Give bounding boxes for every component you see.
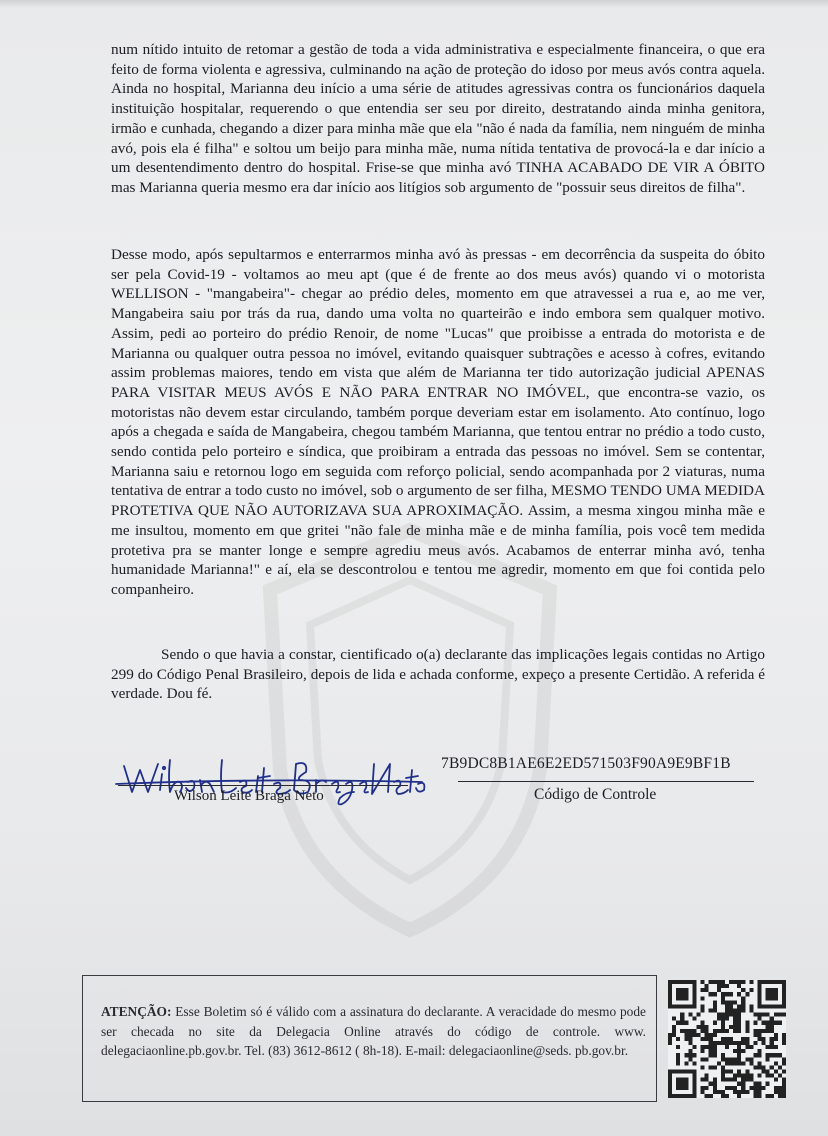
signature-line [118,785,408,786]
paragraph-3: Sendo o que havia a constar, cientificado o(a) declarante das implicações legais contidas no Artigo 299 do Código Penal Brasileiro, depois de lida e achada conforme, expeço a presente Certidão. A referida é verdade. Dou fé. [111,646,765,703]
handwritten-signature [110,752,430,816]
control-code: 7B9DC8B1AE6E2ED571503F90A9E9BF1B [441,755,731,772]
paragraph-2: Desse modo, após sepultarmos e enterrarmos minha avó às pressas - em decorrência da suspeita do óbito ser pela Covid-19 - voltamos ao meu apt (que é de frente ao dos meus avós) quando vi o motorista WELLISON - "mangabeira"- chegar ao prédio deles, momento em que atravessei a rua e, ao me ver, Mangabeira saiu por trás da rua, dando uma volta no quarteirão e indo embora sem qualquer motivo. Assim, pedi ao porteiro do prédio Renoir, de nome "Lucas" que proibisse a entrada do motorista e de Marianna ou qualquer outra pessoa no imóvel, evitando quaisquer subtrações e acesso à cofres, evitando assim problemas maiores, tendo em vista que além de Marianna ter tido autorização judicial APENAS PARA VISITAR MEUS AVÓS E NÃO PARA ENTRAR NO IMÓVEL, que encontra-se vazio, os motoristas não devem estar circulando, também porque deveriam estar em isolamento. Ato contínuo, logo após a chegada e saída de Mangabeira, chegou também Marianna, que tentou entrar no prédio a todo custo, sendo contida pelo porteiro e síndica, que proibiram a entrada das pessoas no imóvel. Sem se contentar, Marianna saiu e retornou logo em seguida com reforço policial, sendo acompanhada por 2 viaturas, numa tentativa de entrar a todo custo no imóvel, sob o argumento de ser filha, MESMO TENDO UMA MEDIDA PROTETIVA QUE NÃO AUTORIZAVA SUA APROXIMAÇÃO. Assim, a mesma xingou minha mãe e me insultou, momento em que gritei "não fale de minha mãe e de minha família, pois você tem medida protetiva pra se manter longe e sempre agrediu meus avós. Acabamos de enterrar minha avó, tenha humanidade Marianna!" e aí, ela se descontrolou e tentou me agredir, momento em que foi contida pelo companheiro. [111,246,765,598]
control-code-label: Código de Controle [534,786,657,803]
control-code-line [458,781,754,782]
page-top-shadow [0,0,828,8]
notice-body: Esse Boletim só é válido com a assinatura do declarante. A veracidade do mesmo pode ser checada no site da Delegacia Online através do código de controle. www. delegaciaonline.pb.gov.br. Tel. (83) 3612-8612 ( 8h-18). E-mail: delegaciaonline@seds. pb.gov.br. [101,1004,646,1059]
notice-text [101,1002,646,1061]
notice-heading: ATENÇÃO: [101,1004,172,1019]
paragraph-1: num nítido intuito de retomar a gestão de toda a vida administrativa e especialmente financeira, o que era feito de forma violenta e agressiva, culminando na ação de proteção do idoso por meus avós contra aquela. Ainda no hospital, Marianna deu início a uma série de atitudes agressivas contra os funcionários daquela instituição hospitalar, requerendo o que entendia ser seu por direito, destratando ainda minha genitora, irmão e cunhada, chegando a dizer para minha mãe que ela "não é nada da família, nem ninguém de minha avó, pois ela é filha" e soltou um beijo para minha mãe, numa nítida tentativa de provocá-la e dar início a um desentendimento dentro do hospital. Frise-se que minha avó TINHA ACABADO DE VIR A ÓBITO mas Marianna queria mesmo era dar início aos litígios sob argumento de "possuir seus direitos de filha". [111,41,765,196]
signer-name: Wilson Leite Braga Neto [174,788,324,804]
qr-code-icon[interactable] [668,978,786,1100]
